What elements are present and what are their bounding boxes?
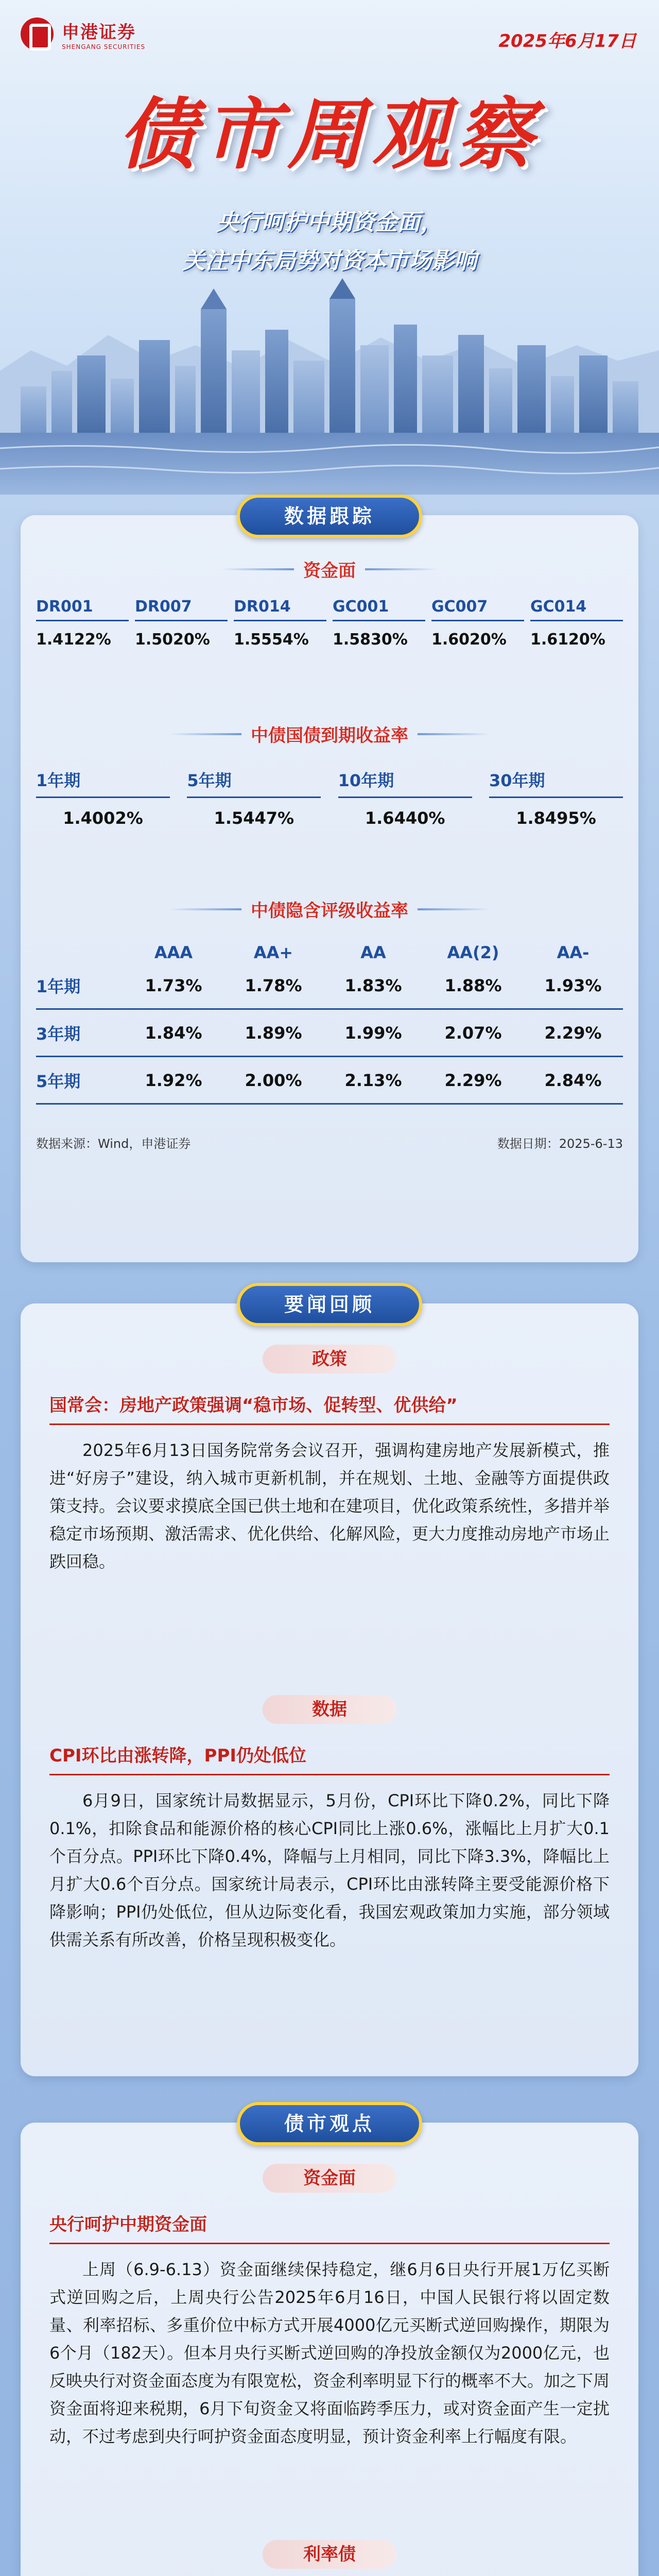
rate-item [36, 598, 129, 649]
brand-name-en: SHENGANG SECURITIES [62, 43, 146, 50]
page-subtitle-line-1: 央行呵护中期资金面， [216, 209, 443, 235]
term-item [489, 768, 623, 828]
rate-item [333, 598, 425, 649]
table-cell: 2.07% [444, 1023, 502, 1043]
publish-date: 2025年6月17日 [498, 31, 636, 52]
brand-name-cn: 申港证券 [62, 22, 136, 43]
table-cell: 1.83% [344, 975, 402, 995]
data-article-body: 6月9日，国家统计局数据显示，5月份，CPI环比下降0.2%，同比下降0.1%，扣除食品和能源价格的核心CPI同比上涨0.6%，涨幅比上月扩大0.1个百分点。PPI环比下降0.4%，降幅与上月相同，同比下降3.3%，降幅比上月扩大0.6个百分点。国家统计局表示，CPI环比由涨转降主要受能源价格下降影响；PPI仍处低位，但从边际变化看，我国宏观政策加力实施，部分领域供需关系有所改善，价格呈现积极变化。 [49, 1791, 610, 1950]
rate-code: DR001 [36, 598, 129, 621]
rate-bond-tag: 利率债 [263, 2540, 396, 2569]
row-label: 3年期 [36, 1024, 81, 1044]
funding-article-title: 央行呵护中期资金面 [49, 2210, 610, 2244]
term-item [187, 768, 321, 828]
rate-code: GC007 [431, 598, 524, 621]
policy-article-title: 国常会：房地产政策强调“稳市场、促转型、优供给” [49, 1391, 610, 1425]
treasury-yield-subheading: 中债国债到期收益率 [169, 721, 490, 747]
funding-tag: 资金面 [263, 2164, 396, 2193]
table-cell: 2.13% [344, 1070, 402, 1090]
table-cell: 2.84% [544, 1070, 602, 1090]
term-item [338, 768, 472, 828]
brand-logo [21, 18, 145, 50]
data-tag: 数据 [263, 1695, 396, 1724]
page-title: 债市周观察 [118, 90, 541, 180]
table-cell: 1.88% [444, 975, 502, 995]
column-header: AA- [557, 943, 589, 962]
term-label: 1年期 [36, 768, 170, 798]
rate-item [135, 598, 228, 649]
table-row [36, 1010, 623, 1057]
rate-value: 1.5554% [234, 631, 309, 649]
funding-subheading: 资金面 [222, 556, 437, 582]
column-header: AA(2) [447, 943, 499, 962]
bond-view-heading: 债市观点 [237, 2102, 422, 2145]
rate-item [431, 598, 524, 649]
term-label: 30年期 [489, 768, 623, 798]
rate-item [530, 598, 623, 649]
table-cell: 1.93% [544, 975, 602, 995]
term-label: 10年期 [338, 768, 472, 798]
column-header: AA+ [253, 943, 293, 962]
rate-code: GC014 [530, 598, 623, 621]
city-skyline-illustration [0, 278, 659, 495]
table-cell: 1.92% [145, 1070, 202, 1090]
column-header: AA [360, 943, 386, 962]
bond-view-card [21, 2112, 638, 2576]
table-cell: 1.78% [245, 975, 302, 995]
funding-article-body: 上周（6.9-6.13）资金面继续保持稳定，继6月6日央行开展1万亿买断式逆回购之后，上周央行公告2025年6月16日，中国人民银行将以固定数量、利率招标、多重价位中标方式开展4000亿元买断式逆回购操作，期限为6个月（182天）。但本月央行买断式逆回购的净投放金额仅为2000亿元，也反映央行对资金面态度为有限宽松，资金利率明显下行的概率不大。加之下周资金面将迎来税期，6月下旬资金又将面临跨季压力，或对资金面产生一定扰动，不过考虑到央行呵护资金面态度明显，预计资金利率上行幅度有限。 [49, 2260, 610, 2446]
data-source: 数据来源：Wind，申港证券 [36, 1137, 191, 1151]
data-date: 数据日期：2025-6-13 [497, 1137, 623, 1151]
rate-value: 1.5020% [135, 631, 210, 649]
row-label: 5年期 [36, 1071, 81, 1091]
data-tracking-heading: 数据跟踪 [237, 495, 422, 538]
page-subtitle-line-2: 关注中东局势对资本市场影响 [182, 248, 477, 274]
policy-article-body: 2025年6月13日国务院常务会议召开，强调构建房地产发展新模式，推进“好房子”建设，纳入城市更新机制，并在规划、土地、金融等方面提供政策支持。会议要求摸底全国已供土地和在建项目，优化政策系统性，多措并举稳定市场预期、激活需求、优化供给、化解风险，更大力度推动房地产市场止跌回稳。 [49, 1440, 610, 1571]
table-cell: 1.89% [245, 1023, 302, 1043]
term-value: 1.4002% [63, 808, 143, 828]
logo-mark-icon [21, 18, 54, 50]
table-header-row [36, 943, 623, 962]
term-value: 1.8495% [516, 808, 596, 828]
term-item [36, 768, 170, 828]
data-source-line [36, 1133, 623, 1151]
rate-code: GC001 [333, 598, 425, 621]
rate-code: DR007 [135, 598, 228, 621]
term-label: 5年期 [187, 768, 321, 798]
hero-banner [0, 0, 659, 495]
funding-article [49, 2210, 610, 2450]
rate-value: 1.6120% [530, 631, 605, 649]
data-article-title: CPI环比由涨转降，PPI仍处低位 [49, 1741, 610, 1775]
table-cell: 2.29% [544, 1023, 602, 1043]
table-row [36, 1057, 623, 1105]
table-cell: 1.73% [145, 975, 202, 995]
table-cell: 2.29% [444, 1070, 502, 1090]
data-tracking-card [21, 505, 638, 1262]
table-cell: 2.00% [245, 1070, 302, 1090]
row-label: 1年期 [36, 976, 81, 996]
news-review-heading: 要闻回顾 [237, 1283, 422, 1326]
implied-rating-subheading: 中债隐含评级收益率 [169, 896, 490, 922]
rate-code: DR014 [234, 598, 326, 621]
rate-value: 1.4122% [36, 631, 111, 649]
term-value: 1.6440% [365, 808, 445, 828]
table-cell: 1.84% [145, 1023, 202, 1043]
implied-rating-table [36, 943, 623, 1105]
repo-rates-row [36, 598, 623, 649]
rate-value: 1.5830% [333, 631, 408, 649]
rate-item [234, 598, 326, 649]
policy-tag: 政策 [263, 1345, 396, 1374]
news-review-card [21, 1293, 638, 2076]
rate-value: 1.6020% [431, 631, 507, 649]
table-cell: 1.99% [344, 1023, 402, 1043]
treasury-yield-row [36, 768, 623, 828]
table-row [36, 962, 623, 1010]
column-header: AAA [154, 943, 193, 962]
data-article [49, 1741, 610, 1954]
term-value: 1.5447% [214, 808, 294, 828]
policy-article [49, 1391, 610, 1575]
